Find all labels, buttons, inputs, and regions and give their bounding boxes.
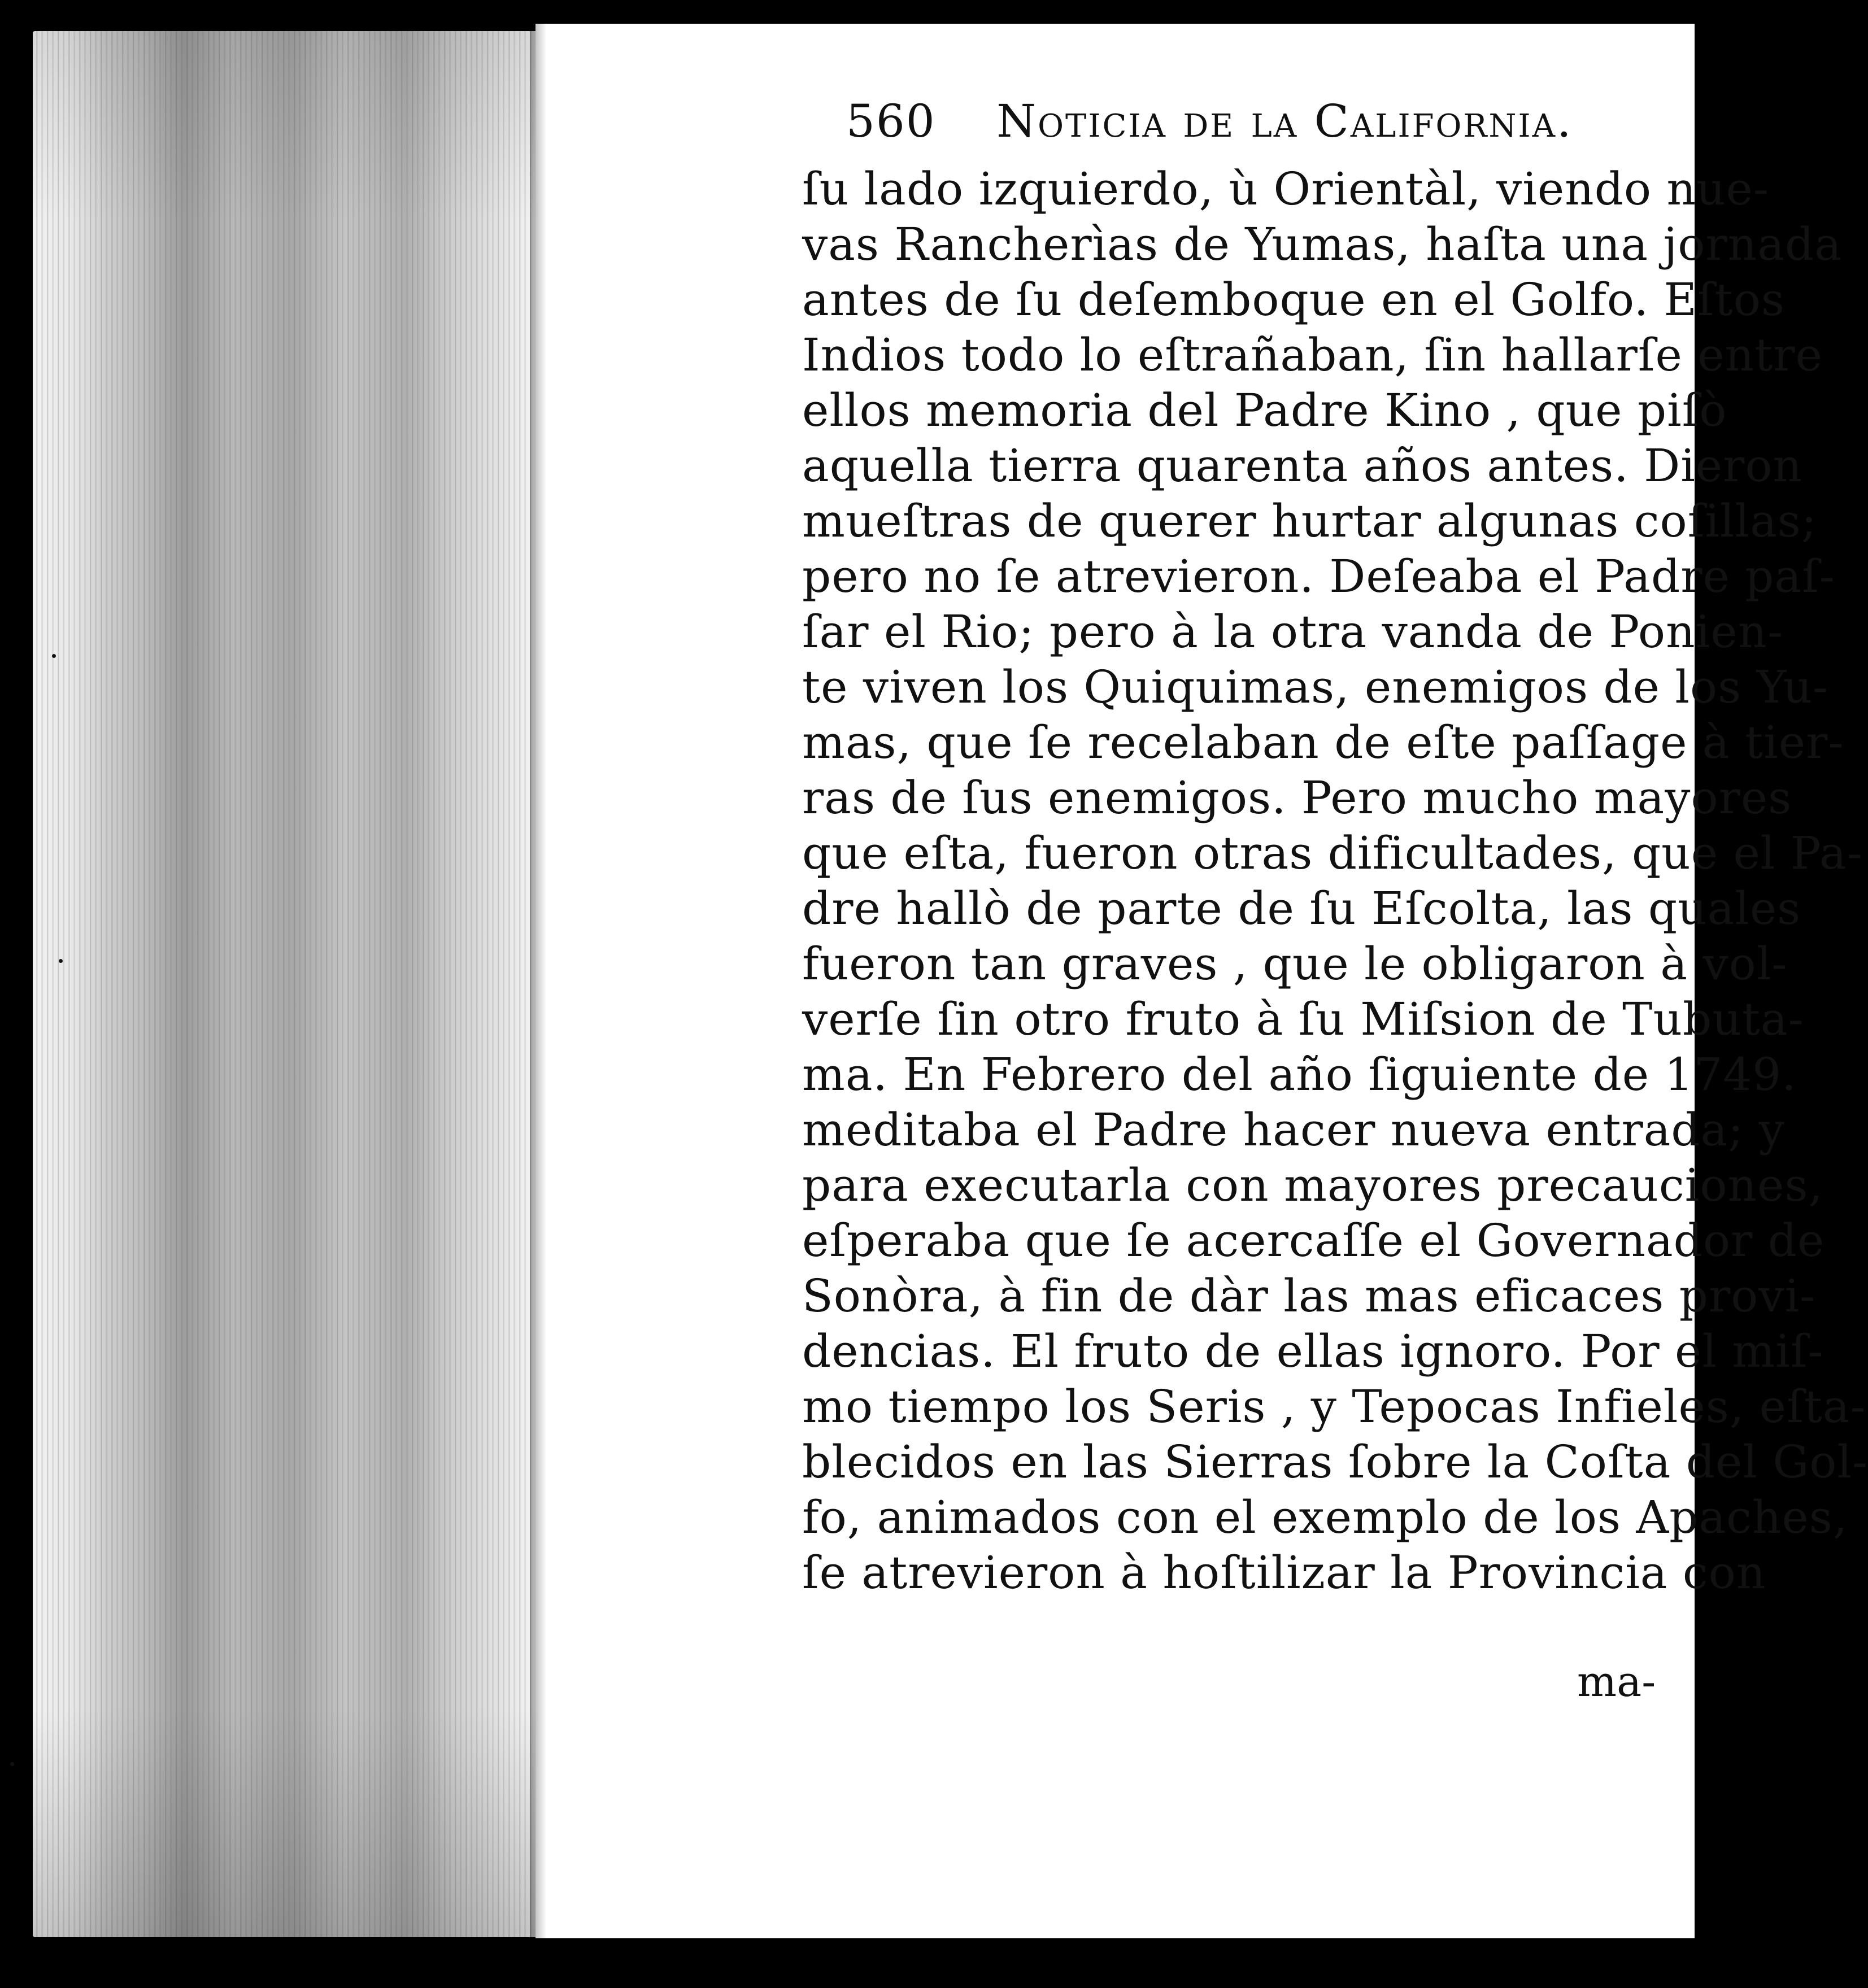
text-line: ſe atrevieron à hoſtilizar la Provincia con	[802, 1546, 1766, 1599]
gutter-shadow	[530, 24, 547, 1938]
text-line: ſu lado izquierdo, ù Orientàl, viendo nue-	[802, 163, 1769, 215]
text-line: te viven los Quiquimas, enemigos de los Yu-	[802, 661, 1829, 713]
text-line: Sonòra, à fin de dàr las mas eficaces provi-	[802, 1270, 1816, 1322]
page-header	[846, 95, 1648, 157]
text-line: ma. En Febrero del año ſiguiente de 1749.	[802, 1048, 1797, 1101]
text-line: blecidos en las Sierras ſobre la Coſta del Gol-	[802, 1436, 1868, 1488]
text-line: para executarla con mayores precauciones,	[802, 1159, 1823, 1211]
edge-speck	[10, 1762, 14, 1766]
text-line: antes de ſu deſemboque en el Golfo. Eſtos	[802, 273, 1785, 326]
text-line: verſe ſin otro fruto à ſu Miſsion de Tubuta-	[802, 993, 1804, 1045]
text-line: ellos memoria del Padre Kino , que piſò	[802, 384, 1727, 437]
text-line: fo, animados con el exemplo de los Apaches,	[802, 1491, 1848, 1544]
text-line: Indios todo lo eſtrañaban, ſin hallarſe entre	[802, 329, 1823, 381]
text-line: ras de ſus enemigos. Pero mucho mayores	[802, 771, 1792, 824]
text-line: mo tiempo los Seris , y Tepocas Infieles, eſta-	[802, 1380, 1866, 1433]
body-text	[802, 162, 1868, 1715]
text-line: mueſtras de querer hurtar algunas coſillas;	[802, 495, 1817, 547]
text-line: aquella tierra quarenta años antes. Dieron	[802, 439, 1803, 492]
text-line: eſperaba que ſe acercaſſe el Governador de	[802, 1214, 1825, 1267]
page-number: 560	[846, 95, 936, 147]
catchword: ma-	[1577, 1658, 1656, 1706]
text-line: mas, que ſe recelaban de eſte paſſage à tier-	[802, 716, 1844, 769]
text-line: dencias. El fruto de ellas ignoro. Por el miſ-	[802, 1325, 1824, 1377]
edge-speck	[59, 959, 63, 963]
page-edges-shadow	[33, 31, 535, 1937]
text-line: fueron tan graves , que le obligaron à vol-	[802, 938, 1788, 990]
text-line: ſar el Rio; pero à la otra vanda de Ponien-	[802, 605, 1784, 658]
text-line: pero no ſe atrevieron. Deſeaba el Padre paſ-	[802, 550, 1835, 603]
edge-speck	[52, 654, 56, 658]
text-line: vas Rancherìas de Yumas, haſta una jornada	[802, 218, 1842, 271]
text-line: dre hallò de parte de ſu Eſcolta, las quales	[802, 882, 1801, 935]
text-line: que eſta, fueron otras dificultades, que el Pa-	[802, 827, 1863, 879]
running-title: Noticia de la California.	[996, 95, 1573, 147]
text-line: meditaba el Padre hacer nueva entrada; y	[802, 1104, 1785, 1156]
